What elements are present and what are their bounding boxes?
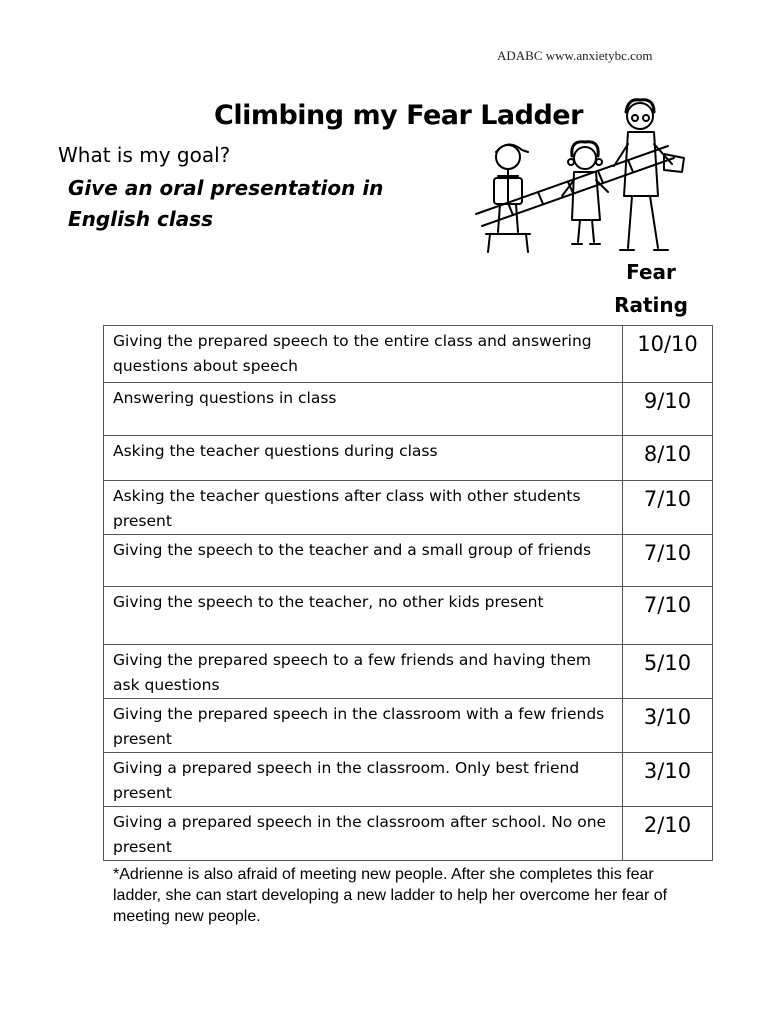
ladder-step-row	[104, 587, 713, 645]
step-description: Giving the speech to the teacher and a small group of friends	[104, 535, 623, 587]
ladder-step-row	[104, 699, 713, 753]
step-description: Giving a prepared speech in the classroom. Only best friend present	[104, 753, 623, 807]
goal-answer: Give an oral presentation in English class	[68, 176, 384, 231]
step-description: Asking the teacher questions during class	[104, 436, 623, 481]
step-rating: 7/10	[623, 535, 713, 587]
ladder-step-row	[104, 481, 713, 535]
step-description: Giving the speech to the teacher, no other kids present	[104, 587, 623, 645]
step-description: Giving the prepared speech in the classroom with a few friends present	[104, 699, 623, 753]
step-description: Giving the prepared speech to the entire class and answering questions about speech	[104, 326, 623, 383]
ladder-kids-illustration	[468, 92, 690, 260]
step-rating: 7/10	[623, 587, 713, 645]
ladder-step-row	[104, 535, 713, 587]
fear-ladder-table	[103, 325, 713, 861]
ladder-step-row	[104, 436, 713, 481]
step-description: Giving the prepared speech to a few friends and having them ask questions	[104, 645, 623, 699]
step-description: Giving a prepared speech in the classroom after school. No one present	[104, 807, 623, 861]
ladder-step-row	[104, 645, 713, 699]
ladder-step-row	[104, 807, 713, 861]
step-rating: 10/10	[623, 326, 713, 383]
ladder-step-row	[104, 326, 713, 383]
step-description: Asking the teacher questions after class with other students present	[104, 481, 623, 535]
step-rating: 3/10	[623, 753, 713, 807]
step-rating: 9/10	[623, 383, 713, 436]
step-rating: 7/10	[623, 481, 713, 535]
footnote: *Adrienne is also afraid of meeting new people. After she completes this fear ladder, she can start developing a new ladder to help her overcome her fear of meeting new people.	[113, 866, 668, 925]
ladder-step-row	[104, 753, 713, 807]
fear-rating-header	[605, 256, 697, 322]
source-header: ADABC www.anxietybc.com	[497, 48, 653, 63]
step-rating: 2/10	[623, 807, 713, 861]
rating-header-line-2: Rating	[614, 293, 688, 317]
rating-header-line-1: Fear	[626, 260, 676, 284]
step-rating: 5/10	[623, 645, 713, 699]
step-rating: 3/10	[623, 699, 713, 753]
step-description: Answering questions in class	[104, 383, 623, 436]
ladder-step-row	[104, 383, 713, 436]
page-title: Climbing my Fear Ladder	[214, 100, 583, 131]
goal-question: What is my goal?	[58, 143, 231, 167]
step-rating: 8/10	[623, 436, 713, 481]
